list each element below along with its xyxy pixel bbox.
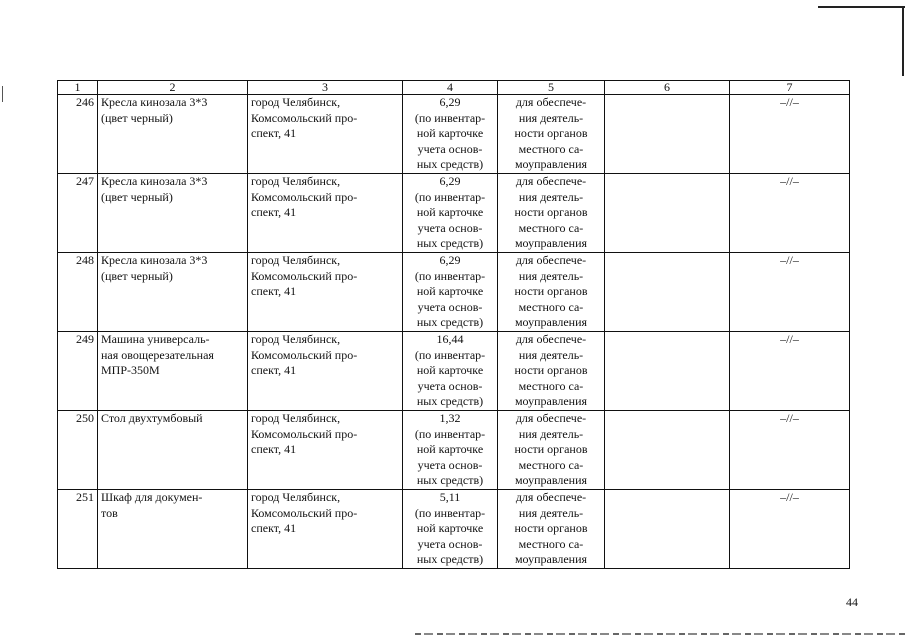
cell-text-line: ния деятель- [518, 426, 584, 441]
cost-cell [403, 332, 498, 411]
cell-text-line: ной карточке [416, 126, 484, 141]
row-number-cell: 248 [58, 253, 98, 332]
cell-text-line: Комсомольский про- [251, 268, 358, 283]
cell-text-line: ных средств) [416, 236, 484, 251]
table-row [58, 253, 850, 332]
column-header: 6 [605, 81, 730, 95]
cell-text-line: 16,44 [436, 332, 464, 346]
cell-text-line: город Челябинск, [251, 490, 341, 504]
cell-text-line: ной карточке [416, 363, 484, 378]
cell-text-line: ной карточке [416, 205, 484, 220]
ditto-mark-cell: –//– [730, 174, 850, 253]
cell-text-line: МПР-350М [101, 363, 160, 378]
column-header: 4 [403, 81, 498, 95]
cell-text-line: 5,11 [439, 490, 461, 504]
cell-text-line: для обеспече- [515, 95, 587, 109]
cell-text-line: ности органов [514, 205, 588, 220]
column-6-cell [605, 174, 730, 253]
cell-text-line: Кресла кинозала 3*3 [101, 253, 208, 267]
table-header-row [58, 81, 850, 95]
cell-text-line: (цвет черный) [101, 189, 173, 204]
cell-text-line: ния деятель- [518, 268, 584, 283]
purpose-cell [498, 95, 605, 174]
cell-text-line: учета основ- [417, 536, 483, 551]
cell-text-line: местного са- [518, 299, 584, 314]
column-6-cell [605, 411, 730, 490]
table-body [58, 95, 850, 569]
cell-text-line: ной карточке [416, 284, 484, 299]
cell-text-line: 6,29 [439, 174, 461, 188]
cell-text-line: ности органов [514, 442, 588, 457]
cost-cell [403, 411, 498, 490]
purpose-cell [498, 253, 605, 332]
ditto-mark-cell: –//– [730, 332, 850, 411]
cell-text-line: учета основ- [417, 378, 483, 393]
address-cell [248, 490, 403, 569]
item-name-cell [98, 95, 248, 174]
address-cell [248, 253, 403, 332]
cell-text-line: 6,29 [439, 253, 461, 267]
cell-text-line: учета основ- [417, 299, 483, 314]
cell-text-line: ных средств) [416, 552, 484, 567]
cell-text-line: ния деятель- [518, 347, 584, 362]
row-number-cell: 249 [58, 332, 98, 411]
item-name-cell [98, 411, 248, 490]
cell-text-line: (по инвентар- [414, 189, 486, 204]
column-6-cell [605, 490, 730, 569]
table-row [58, 411, 850, 490]
cell-text-line: моуправления [514, 394, 588, 409]
table-row [58, 174, 850, 253]
cell-text-line: (цвет черный) [101, 110, 173, 125]
column-header: 2 [98, 81, 248, 95]
cell-text-line: для обеспече- [515, 411, 587, 425]
cell-text-line: Комсомольский про- [251, 189, 358, 204]
address-cell [248, 174, 403, 253]
row-number-cell: 246 [58, 95, 98, 174]
table-row [58, 332, 850, 411]
cell-text-line: Шкаф для докумен- [101, 490, 203, 504]
column-6-cell [605, 95, 730, 174]
cell-text-line: город Челябинск, [251, 174, 341, 188]
cost-cell [403, 490, 498, 569]
cell-text-line: город Челябинск, [251, 253, 341, 267]
ditto-mark-cell: –//– [730, 95, 850, 174]
ditto-mark-cell: –//– [730, 411, 850, 490]
cell-text-line: для обеспече- [515, 174, 587, 188]
cell-text-line: моуправления [514, 236, 588, 251]
cell-text-line: местного са- [518, 220, 584, 235]
table-row [58, 95, 850, 174]
cell-text-line: ности органов [514, 126, 588, 141]
cell-text-line: Комсомольский про- [251, 347, 358, 362]
cell-text-line: (по инвентар- [414, 268, 486, 283]
cell-text-line: ная овощерезательная [101, 347, 214, 362]
cell-text-line: ния деятель- [518, 110, 584, 125]
cell-text-line: Кресла кинозала 3*3 [101, 95, 208, 109]
cell-text-line: (по инвентар- [414, 347, 486, 362]
scan-border-mark [818, 6, 905, 8]
cell-text-line: местного са- [518, 536, 584, 551]
cell-text-line: спект, 41 [251, 205, 297, 220]
cell-text-line: Стол двухтумбовый [101, 411, 203, 425]
cell-text-line: ния деятель- [518, 189, 584, 204]
item-name-cell [98, 332, 248, 411]
cell-text-line: спект, 41 [251, 521, 297, 536]
cost-cell [403, 95, 498, 174]
column-6-cell [605, 332, 730, 411]
cell-text-line: Кресла кинозала 3*3 [101, 174, 208, 188]
cell-text-line: для обеспече- [515, 490, 587, 504]
cell-text-line: ния деятель- [518, 505, 584, 520]
purpose-cell [498, 174, 605, 253]
cell-text-line: ных средств) [416, 315, 484, 330]
cell-text-line: спект, 41 [251, 442, 297, 457]
ditto-mark-cell: –//– [730, 490, 850, 569]
cell-text-line: ности органов [514, 284, 588, 299]
cell-text-line: учета основ- [417, 141, 483, 156]
row-number-cell: 251 [58, 490, 98, 569]
cell-text-line: Машина универсаль- [101, 332, 210, 346]
purpose-cell [498, 490, 605, 569]
row-number-cell: 247 [58, 174, 98, 253]
cell-text-line: (по инвентар- [414, 426, 486, 441]
cell-text-line: ности органов [514, 521, 588, 536]
cell-text-line: моуправления [514, 157, 588, 172]
address-cell [248, 411, 403, 490]
cell-text-line: учета основ- [417, 220, 483, 235]
address-cell [248, 332, 403, 411]
cell-text-line: город Челябинск, [251, 332, 341, 346]
cell-text-line: ности органов [514, 363, 588, 378]
cell-text-line: город Челябинск, [251, 411, 341, 425]
purpose-cell [498, 332, 605, 411]
page-number: 44 [846, 595, 858, 609]
purpose-cell [498, 411, 605, 490]
cell-text-line: (по инвентар- [414, 110, 486, 125]
ditto-mark-cell: –//– [730, 253, 850, 332]
scan-border-mark [2, 86, 3, 102]
cell-text-line: спект, 41 [251, 363, 297, 378]
cell-text-line: для обеспече- [515, 253, 587, 267]
cell-text-line: ных средств) [416, 157, 484, 172]
address-cell [248, 95, 403, 174]
cell-text-line: тов [101, 505, 118, 520]
cell-text-line: спект, 41 [251, 284, 297, 299]
item-name-cell [98, 253, 248, 332]
cell-text-line: Комсомольский про- [251, 505, 358, 520]
cell-text-line: моуправления [514, 552, 588, 567]
column-header: 5 [498, 81, 605, 95]
cell-text-line: город Челябинск, [251, 95, 341, 109]
cell-text-line: (цвет черный) [101, 268, 173, 283]
table-row [58, 490, 850, 569]
item-name-cell [98, 174, 248, 253]
cell-text-line: ной карточке [416, 442, 484, 457]
row-number-cell: 250 [58, 411, 98, 490]
cell-text-line: (по инвентар- [414, 505, 486, 520]
cell-text-line: 1,32 [439, 411, 461, 425]
cost-cell [403, 253, 498, 332]
cell-text-line: местного са- [518, 378, 584, 393]
cell-text-line: учета основ- [417, 457, 483, 472]
cell-text-line: ных средств) [416, 473, 484, 488]
cell-text-line: местного са- [518, 457, 584, 472]
scan-noise [415, 633, 905, 635]
scan-border-mark [902, 6, 904, 76]
cell-text-line: Комсомольский про- [251, 426, 358, 441]
cell-text-line: ной карточке [416, 521, 484, 536]
cost-cell [403, 174, 498, 253]
column-6-cell [605, 253, 730, 332]
cell-text-line: Комсомольский про- [251, 110, 358, 125]
cell-text-line: местного са- [518, 141, 584, 156]
cell-text-line: 6,29 [439, 95, 461, 109]
cell-text-line: моуправления [514, 315, 588, 330]
column-header: 7 [730, 81, 850, 95]
property-registry-table [57, 80, 850, 569]
item-name-cell [98, 490, 248, 569]
cell-text-line: спект, 41 [251, 126, 297, 141]
column-header: 1 [58, 81, 98, 95]
column-header: 3 [248, 81, 403, 95]
cell-text-line: для обеспече- [515, 332, 587, 346]
cell-text-line: ных средств) [416, 394, 484, 409]
cell-text-line: моуправления [514, 473, 588, 488]
